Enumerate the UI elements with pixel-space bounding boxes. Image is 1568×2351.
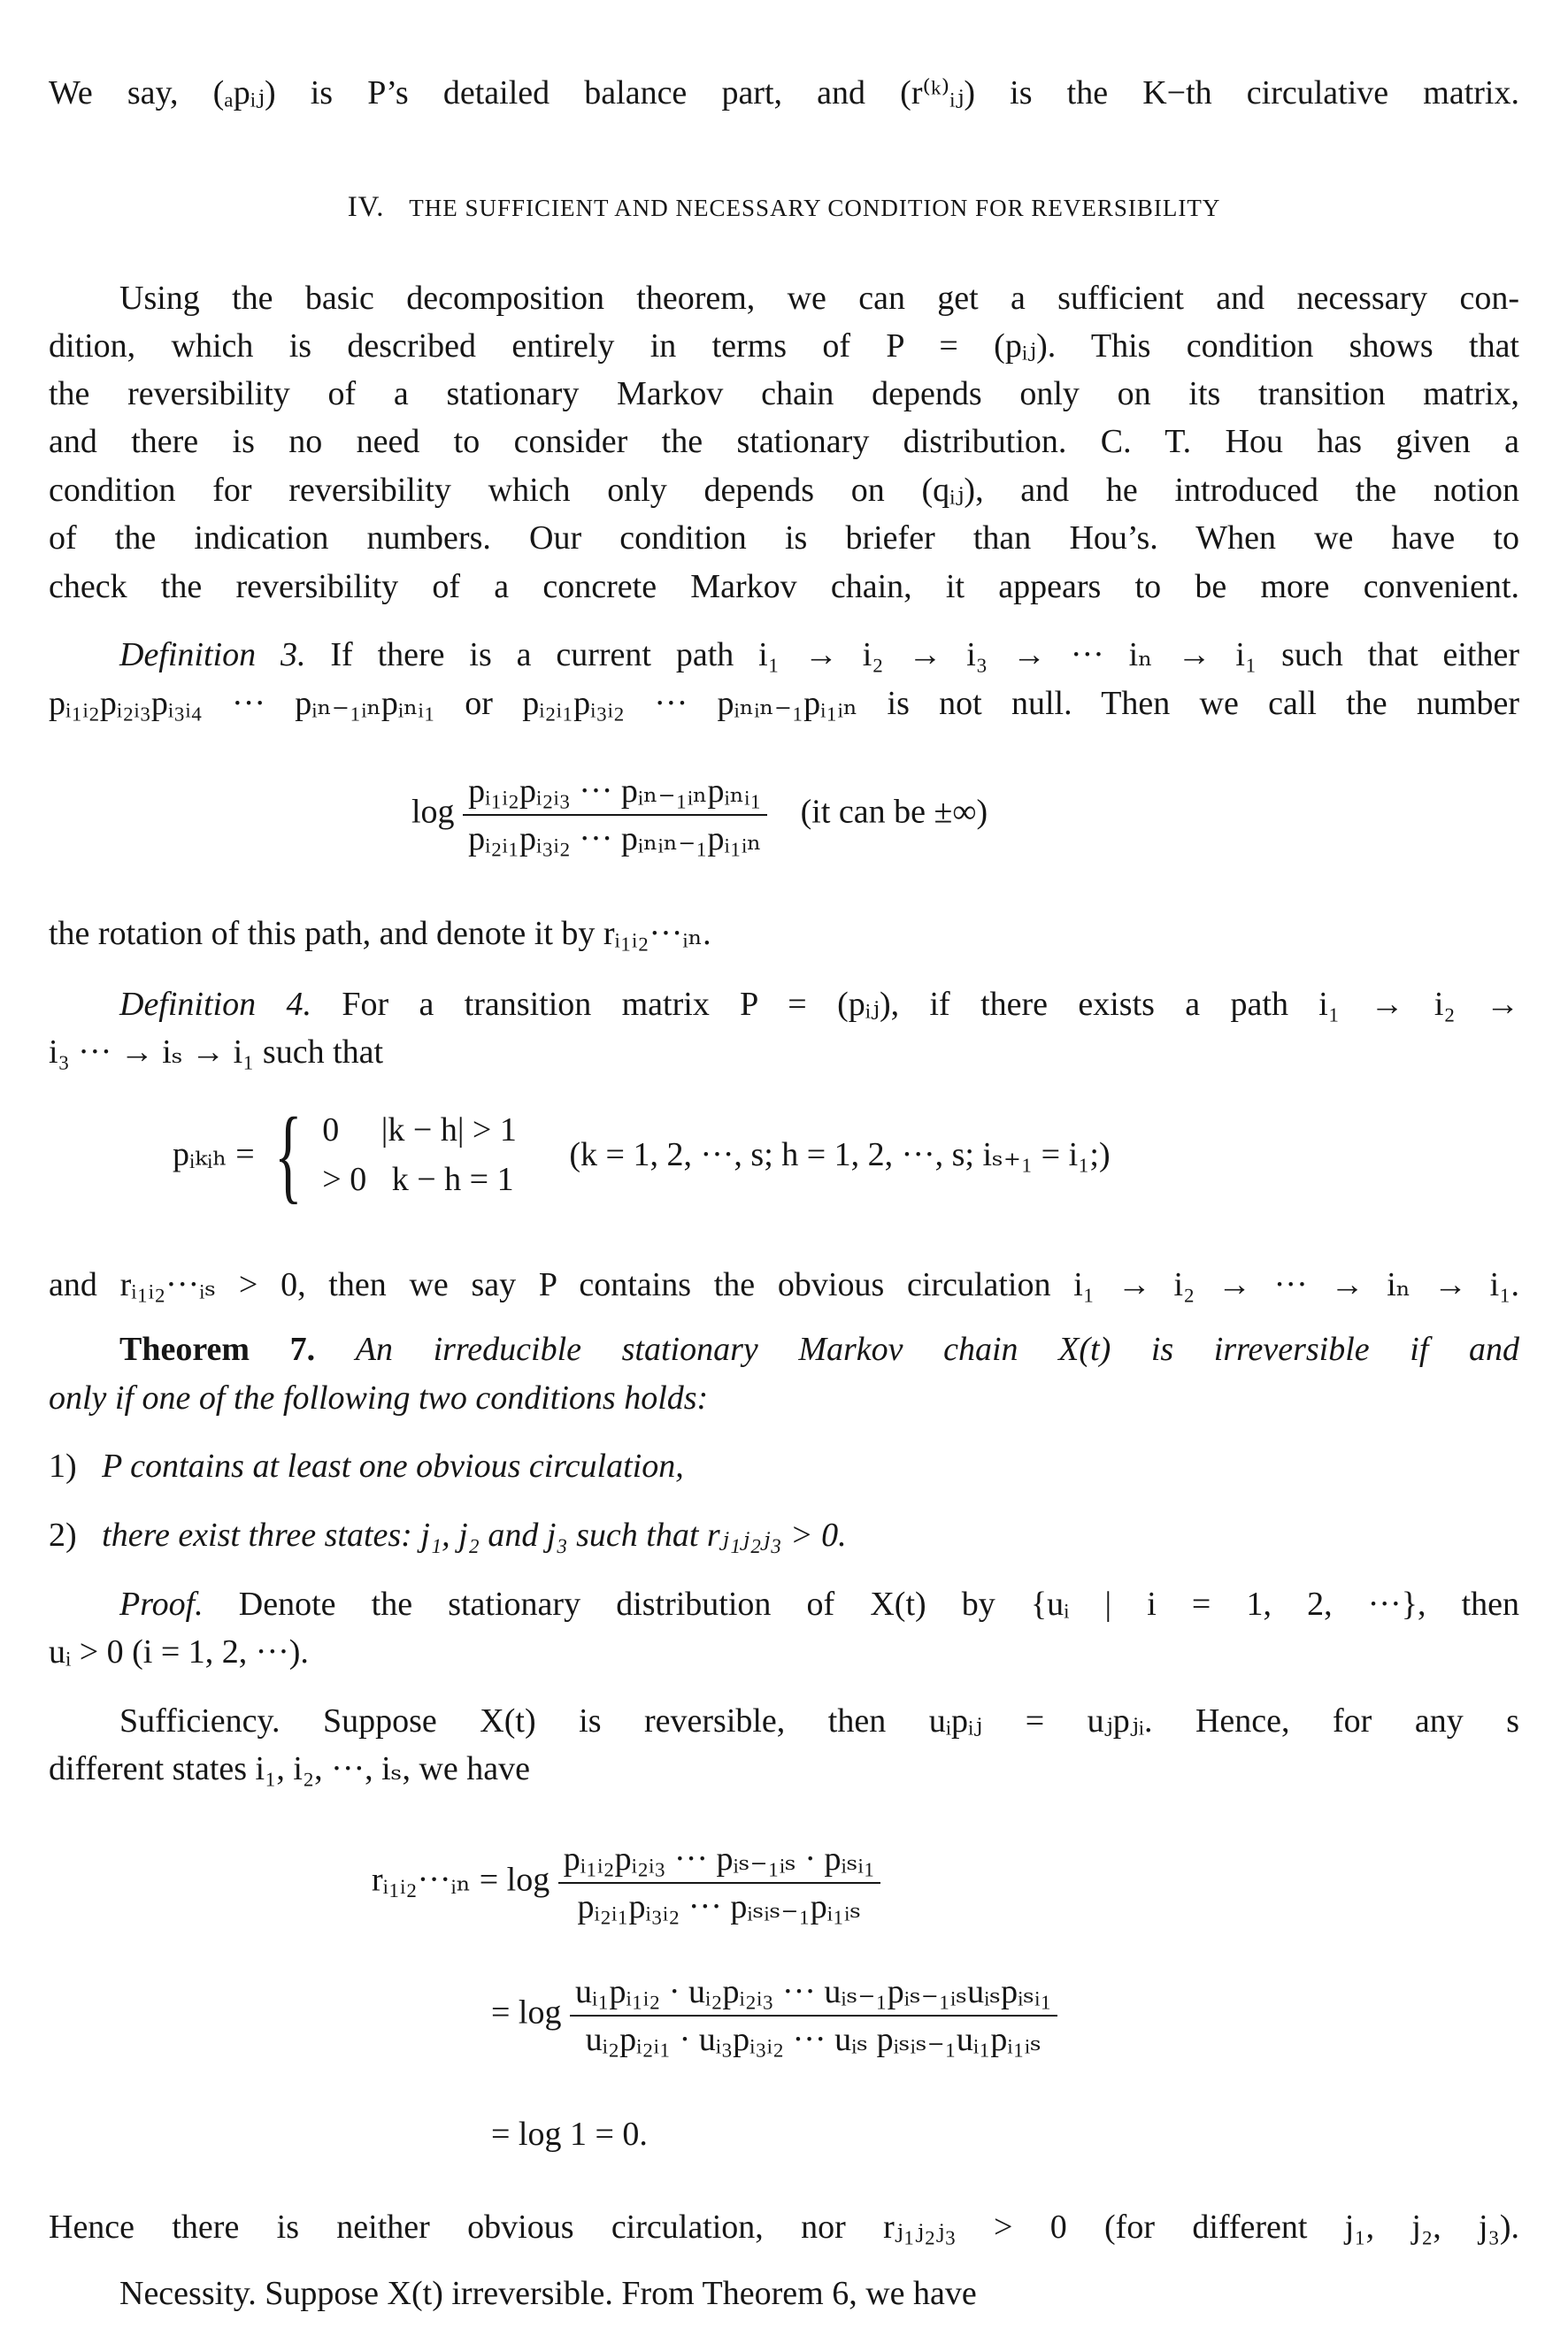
equals-log: = log: [491, 1994, 562, 2032]
section-title: THE SUFFICIENT AND NECESSARY CONDITION FOR REVERSIBILITY: [409, 195, 1221, 221]
rotation-fraction: [463, 768, 767, 862]
cases-equation: [173, 1095, 1111, 1213]
obvious-circulation-line: and rᵢ₁ᵢ₂···ᵢₛ > 0, then we say P contains the obvious circulation i₁ → i₂ → ··· → iₙ → i₁.: [49, 1266, 1519, 1303]
equation-note: (it can be ±∞): [800, 793, 988, 831]
sufficiency-line: Sufficiency. Suppose X(t) is reversible, then uᵢpᵢⱼ = uⱼpⱼᵢ. Hence, for any s: [119, 1702, 1519, 1740]
theorem-7-label: Theorem 7.: [119, 1331, 316, 1368]
sufficiency-equation-row-1: [372, 1836, 880, 1930]
fraction-denominator: pᵢ₂ᵢ₁pᵢ₃ᵢ₂ ··· pᵢₙᵢₙ₋₁pᵢ₁ᵢₙ: [468, 820, 762, 857]
fraction-numerator: pᵢ₁ᵢ₂pᵢ₂ᵢ₃ ··· pᵢₛ₋₁ᵢₛ · pᵢₛᵢ₁: [558, 1836, 880, 1884]
condition-1-number: 1): [49, 1448, 77, 1485]
proof-text: Denote the stationary distribution of X(t) by {uᵢ | i = 1, 2, ···}, then: [238, 1586, 1520, 1623]
cases-block: [322, 1105, 517, 1204]
cases-condition: (k = 1, 2, ···, s; h = 1, 2, ···, s; iₛ₊₁ = i₁;): [569, 1135, 1111, 1173]
proof-line: [119, 1580, 1519, 1629]
definition-3-text: If there is a current path i₁ → i₂ → i₃ → ··· iₙ → i₁ such that either: [330, 636, 1520, 673]
cases-lhs: pᵢₖᵢₕ =: [173, 1135, 255, 1173]
theorem-7-line: only if one of the following two conditions holds:: [49, 1379, 709, 1417]
definition-3-label: Definition 3.: [119, 636, 306, 673]
probability-fraction: [558, 1836, 880, 1930]
paragraph-line: condition for reversibility which only depends on (qᵢⱼ), and he introduced the notion: [49, 472, 1519, 509]
proof-line: uᵢ > 0 (i = 1, 2, ···).: [49, 1633, 309, 1671]
case-1: 0 |k − h| > 1: [322, 1111, 517, 1149]
rotation-line: the rotation of this path, and denote it by rᵢ₁ᵢ₂···ᵢₙ.: [49, 915, 711, 952]
condition-1: [49, 1442, 1519, 1491]
theorem-7-text: An irreducible stationary Markov chain X(t) is irreversible if and: [355, 1331, 1519, 1368]
paragraph-line: of the indication numbers. Our condition is briefer than Hou’s. When we have to: [49, 519, 1519, 557]
definition-4-label: Definition 4.: [119, 986, 311, 1023]
necessity-line: Necessity. Suppose X(t) irreversible. From Theorem 6, we have: [119, 2275, 977, 2312]
rotation-equation: [411, 768, 988, 862]
definition-4-line: i₃ ··· → iₛ → i₁ such that: [49, 1033, 384, 1071]
proof-label: Proof.: [119, 1586, 204, 1623]
weighted-fraction: [570, 1969, 1057, 2063]
paragraph-line: the reversibility of a stationary Markov chain depends only on its transition matrix,: [49, 375, 1519, 412]
theorem-7-line: [119, 1325, 1519, 1374]
condition-2-number: 2): [49, 1517, 77, 1554]
sufficiency-line: different states i₁, i₂, ···, iₛ, we have: [49, 1750, 531, 1787]
paragraph-line: and there is no need to consider the stationary distribution. C. T. Hou has given a: [49, 423, 1519, 460]
intro-line: We say, (ₐpᵢⱼ) is P’s detailed balance part, and (r⁽ᵏ⁾ᵢⱼ) is the K−th circulative matrix.: [49, 74, 1519, 111]
section-heading: [0, 183, 1568, 233]
log-operator: log: [411, 793, 455, 831]
log-operator: log: [506, 1861, 550, 1899]
sufficiency-equation-row-3: = log 1 = 0.: [491, 2116, 648, 2153]
conclusion-line: Hence there is neither obvious circulation, nor rⱼ₁ⱼ₂ⱼ₃ > 0 (for different j₁, j₂, j₃).: [49, 2209, 1519, 2246]
equation-lhs: rᵢ₁ᵢ₂···ᵢₙ =: [372, 1861, 499, 1899]
paragraph-line: Using the basic decomposition theorem, we can get a sufficient and necessary con-: [119, 280, 1519, 317]
fraction-denominator: uᵢ₂pᵢ₂ᵢ₁ · uᵢ₃pᵢ₃ᵢ₂ ··· uᵢₛ pᵢₛᵢₛ₋₁uᵢ₁pᵢ₁ᵢₛ: [585, 2021, 1041, 2058]
definition-4-text: For a transition matrix P = (pᵢⱼ), if there exists a path i₁ → i₂ →: [342, 986, 1520, 1023]
paragraph-line: dition, which is described entirely in terms of P = (pᵢⱼ). This condition shows that: [49, 327, 1519, 365]
paragraph-line: check the reversibility of a concrete Markov chain, it appears to be more convenient.: [49, 568, 1519, 605]
fraction-numerator: uᵢ₁pᵢ₁ᵢ₂ · uᵢ₂pᵢ₂ᵢ₃ ··· uᵢₛ₋₁pᵢₛ₋₁ᵢₛuᵢₛpᵢₛᵢ₁: [570, 1969, 1057, 2017]
section-number: IV.: [347, 191, 385, 223]
fraction-denominator: pᵢ₂ᵢ₁pᵢ₃ᵢ₂ ··· pᵢₛᵢₛ₋₁pᵢ₁ᵢₛ: [577, 1888, 862, 1925]
condition-2: [49, 1511, 1519, 1560]
definition-3-line: [119, 631, 1519, 680]
fraction-numerator: pᵢ₁ᵢ₂pᵢ₂ᵢ₃ ··· pᵢₙ₋₁ᵢₙpᵢₙᵢ₁: [463, 768, 767, 816]
definition-4-line: [119, 980, 1519, 1029]
condition-2-text: there exist three states: j₁, j₂ and j₃ such that rⱼ₁ⱼ₂ⱼ₃ > 0.: [102, 1517, 847, 1554]
condition-1-text: P contains at least one obvious circulation,: [102, 1448, 684, 1485]
case-2: > 0 k − h = 1: [322, 1161, 514, 1198]
left-brace: {: [274, 1095, 303, 1213]
sufficiency-equation-row-2: [491, 1969, 1057, 2063]
definition-3-line: pᵢ₁ᵢ₂pᵢ₂ᵢ₃pᵢ₃ᵢ₄ ··· pᵢₙ₋₁ᵢₙpᵢₙᵢ₁ or pᵢ₂ᵢ₁pᵢ₃ᵢ₂ ··· pᵢₙᵢₙ₋₁pᵢ₁ᵢₙ is not null. Then we call the number: [49, 685, 1519, 722]
